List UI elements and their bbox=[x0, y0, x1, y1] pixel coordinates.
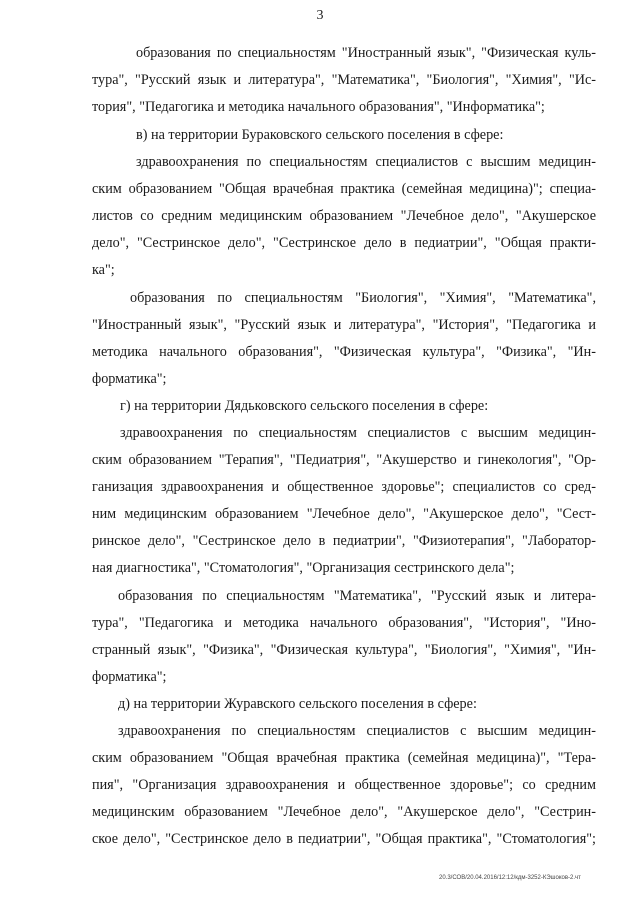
text-line: ринское дело", "Сестринское дело в педиатрии", "Физиотерапия", "Лаборатор- bbox=[92, 533, 596, 549]
text-line: ским образованием "Общая врачебная практика (семейная медицина)", "Тера- bbox=[92, 750, 596, 766]
text-line: тура", "Педагогика и методика начального образования", "История", "Ино- bbox=[92, 615, 596, 631]
document-footer-stamp: 20.3/СОВ/20.04.2016/12:12/кдм-3252-КЭшоков-2.чт bbox=[439, 875, 581, 881]
section-heading: г) на территории Дядьковского сельского поселения в сфере: bbox=[120, 398, 489, 414]
text-line: форматика"; bbox=[92, 371, 167, 387]
text-line: ная диагностика", "Стоматология", "Организация сестринского дела"; bbox=[92, 560, 515, 576]
text-line: тура", "Русский язык и литература", "Математика", "Биология", "Химия", "Ис- bbox=[92, 72, 596, 88]
text-line: "Иностранный язык", "Русский язык и литература", "История", "Педагогика и bbox=[92, 317, 596, 333]
text-line: пия", "Организация здравоохранения и общественное здоровье"; со средним bbox=[92, 777, 596, 793]
text-line: ским образованием "Общая врачебная практика (семейная медицина)"; специа- bbox=[92, 181, 596, 197]
page-number: 3 bbox=[316, 8, 324, 23]
text-line: дело", "Сестринское дело", "Сестринское дело в педиатрии", "Общая практи- bbox=[92, 235, 596, 251]
text-line: ка"; bbox=[92, 262, 115, 278]
section-heading: д) на территории Журавского сельского поселения в сфере: bbox=[118, 696, 477, 712]
text-line: ское дело", "Сестринское дело в педиатрии", "Общая практика", "Стоматология"; bbox=[92, 831, 596, 847]
text-line: форматика"; bbox=[92, 669, 167, 685]
text-line: странный язык", "Физика", "Физическая культура", "Биология", "Химия", "Ин- bbox=[92, 642, 596, 658]
text-line: методика начального образования", "Физическая культура", "Физика", "Ин- bbox=[92, 344, 596, 360]
text-line: медицинским образованием "Лечебное дело", "Акушерское дело", "Сестрин- bbox=[92, 804, 596, 820]
text-line: ским образованием "Терапия", "Педиатрия", "Акушерство и гинекология", "Ор- bbox=[92, 452, 596, 468]
text-line: ганизация здравоохранения и общественное здоровье"; специалистов со сред- bbox=[92, 479, 596, 495]
text-line: тория", "Педагогика и методика начального образования", "Информатика"; bbox=[92, 99, 545, 115]
text-line: листов со средним медицинским образованием "Лечебное дело", "Акушерское bbox=[92, 208, 596, 224]
section-heading: в) на территории Бураковского сельского поселения в сфере: bbox=[136, 127, 504, 143]
text-line: здравоохранения по специальностям специалистов с высшим медицин- bbox=[120, 425, 596, 441]
text-line: ним медицинским образованием "Лечебное дело", "Акушерское дело", "Сест- bbox=[92, 506, 596, 522]
text-line: здравоохранения по специальностям специалистов с высшим медицин- bbox=[136, 154, 596, 170]
text-line: образования по специальностям "Математика", "Русский язык и литера- bbox=[118, 588, 596, 604]
text-line: образования по специальностям "Иностранный язык", "Физическая куль- bbox=[136, 45, 596, 61]
text-line: образования по специальностям "Биология", "Химия", "Математика", bbox=[130, 290, 596, 306]
text-line: здравоохранения по специальностям специалистов с высшим медицин- bbox=[118, 723, 596, 739]
